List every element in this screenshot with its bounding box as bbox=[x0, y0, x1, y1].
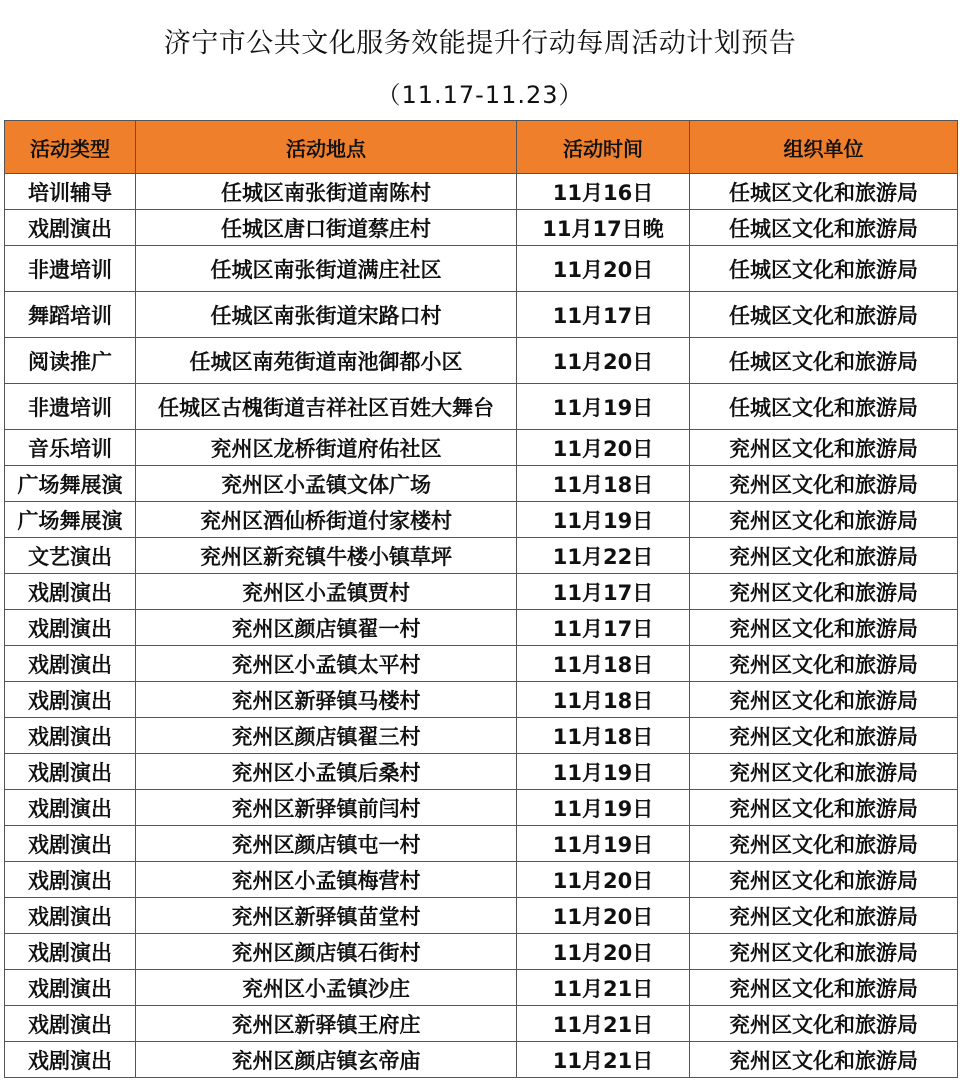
cell-activity-type: 培训辅导 bbox=[5, 174, 136, 210]
cell-organizer: 任城区文化和旅游局 bbox=[690, 174, 958, 210]
cell-activity-location: 兖州区颜店镇屯一村 bbox=[136, 826, 517, 862]
cell-activity-time: 11月18日 bbox=[517, 466, 690, 502]
cell-activity-time: 11月19日 bbox=[517, 502, 690, 538]
header-organizer: 组织单位 bbox=[690, 121, 958, 174]
cell-organizer: 任城区文化和旅游局 bbox=[690, 210, 958, 246]
cell-organizer: 兖州区文化和旅游局 bbox=[690, 718, 958, 754]
cell-activity-type: 戏剧演出 bbox=[5, 826, 136, 862]
cell-activity-type: 文艺演出 bbox=[5, 538, 136, 574]
table-row bbox=[5, 1042, 958, 1078]
table-row bbox=[5, 754, 958, 790]
cell-activity-location: 任城区古槐街道吉祥社区百姓大舞台 bbox=[136, 384, 517, 430]
cell-activity-type: 戏剧演出 bbox=[5, 210, 136, 246]
table-row bbox=[5, 646, 958, 682]
cell-activity-type: 舞蹈培训 bbox=[5, 292, 136, 338]
cell-organizer: 兖州区文化和旅游局 bbox=[690, 466, 958, 502]
cell-activity-time: 11月19日 bbox=[517, 790, 690, 826]
cell-activity-location: 兖州区小孟镇贾村 bbox=[136, 574, 517, 610]
cell-activity-time: 11月18日 bbox=[517, 646, 690, 682]
cell-activity-type: 戏剧演出 bbox=[5, 754, 136, 790]
table-header bbox=[5, 121, 958, 174]
table-row bbox=[5, 682, 958, 718]
cell-organizer: 兖州区文化和旅游局 bbox=[690, 646, 958, 682]
table-row bbox=[5, 430, 958, 466]
cell-organizer: 兖州区文化和旅游局 bbox=[690, 682, 958, 718]
cell-activity-location: 兖州区颜店镇翟三村 bbox=[136, 718, 517, 754]
table-row bbox=[5, 574, 958, 610]
table-row bbox=[5, 466, 958, 502]
cell-organizer: 兖州区文化和旅游局 bbox=[690, 898, 958, 934]
date-range-subtitle: （11.17-11.23） bbox=[376, 81, 584, 109]
cell-activity-time: 11月18日 bbox=[517, 718, 690, 754]
cell-activity-type: 音乐培训 bbox=[5, 430, 136, 466]
cell-activity-type: 戏剧演出 bbox=[5, 970, 136, 1006]
table-row bbox=[5, 934, 958, 970]
cell-activity-time: 11月17日 bbox=[517, 292, 690, 338]
cell-activity-type: 阅读推广 bbox=[5, 338, 136, 384]
cell-activity-location: 兖州区新驿镇王府庄 bbox=[136, 1006, 517, 1042]
cell-activity-location: 兖州区颜店镇翟一村 bbox=[136, 610, 517, 646]
cell-organizer: 任城区文化和旅游局 bbox=[690, 246, 958, 292]
cell-activity-type: 戏剧演出 bbox=[5, 574, 136, 610]
cell-activity-location: 任城区南苑街道南池御都小区 bbox=[136, 338, 517, 384]
cell-activity-type: 非遗培训 bbox=[5, 384, 136, 430]
cell-organizer: 兖州区文化和旅游局 bbox=[690, 610, 958, 646]
cell-organizer: 兖州区文化和旅游局 bbox=[690, 538, 958, 574]
cell-activity-type: 广场舞展演 bbox=[5, 466, 136, 502]
cell-activity-time: 11月20日 bbox=[517, 430, 690, 466]
cell-activity-time: 11月21日 bbox=[517, 1042, 690, 1078]
cell-organizer: 任城区文化和旅游局 bbox=[690, 292, 958, 338]
cell-activity-location: 兖州区小孟镇文体广场 bbox=[136, 466, 517, 502]
cell-activity-location: 兖州区新驿镇马楼村 bbox=[136, 682, 517, 718]
header-row bbox=[5, 121, 958, 174]
table-row bbox=[5, 384, 958, 430]
header-activity-time: 活动时间 bbox=[517, 121, 690, 174]
table-row bbox=[5, 338, 958, 384]
cell-organizer: 任城区文化和旅游局 bbox=[690, 338, 958, 384]
cell-activity-type: 戏剧演出 bbox=[5, 934, 136, 970]
cell-activity-type: 戏剧演出 bbox=[5, 790, 136, 826]
cell-activity-location: 任城区南张街道南陈村 bbox=[136, 174, 517, 210]
cell-activity-time: 11月19日 bbox=[517, 754, 690, 790]
cell-activity-location: 兖州区酒仙桥街道付家楼村 bbox=[136, 502, 517, 538]
table-row bbox=[5, 174, 958, 210]
table-row bbox=[5, 210, 958, 246]
cell-activity-type: 戏剧演出 bbox=[5, 1042, 136, 1078]
cell-activity-time: 11月17日晚 bbox=[517, 210, 690, 246]
table-row bbox=[5, 292, 958, 338]
table-row bbox=[5, 538, 958, 574]
table-row bbox=[5, 718, 958, 754]
cell-activity-time: 11月20日 bbox=[517, 898, 690, 934]
header-activity-location: 活动地点 bbox=[136, 121, 517, 174]
table-row bbox=[5, 502, 958, 538]
cell-organizer: 任城区文化和旅游局 bbox=[690, 384, 958, 430]
table-row bbox=[5, 862, 958, 898]
table-row bbox=[5, 610, 958, 646]
cell-activity-location: 兖州区小孟镇沙庄 bbox=[136, 970, 517, 1006]
cell-activity-time: 11月17日 bbox=[517, 610, 690, 646]
cell-activity-time: 11月17日 bbox=[517, 574, 690, 610]
cell-activity-time: 11月20日 bbox=[517, 862, 690, 898]
cell-activity-type: 非遗培训 bbox=[5, 246, 136, 292]
cell-activity-time: 11月18日 bbox=[517, 682, 690, 718]
cell-organizer: 兖州区文化和旅游局 bbox=[690, 502, 958, 538]
table-row bbox=[5, 826, 958, 862]
cell-organizer: 兖州区文化和旅游局 bbox=[690, 574, 958, 610]
cell-activity-location: 任城区唐口街道蔡庄村 bbox=[136, 210, 517, 246]
table-body bbox=[5, 174, 958, 1078]
page-title: 济宁市公共文化服务效能提升行动每周活动计划预告 bbox=[163, 28, 797, 59]
cell-activity-time: 11月16日 bbox=[517, 174, 690, 210]
cell-organizer: 兖州区文化和旅游局 bbox=[690, 790, 958, 826]
cell-organizer: 兖州区文化和旅游局 bbox=[690, 1006, 958, 1042]
cell-activity-type: 戏剧演出 bbox=[5, 862, 136, 898]
cell-activity-time: 11月21日 bbox=[517, 970, 690, 1006]
cell-activity-location: 兖州区小孟镇太平村 bbox=[136, 646, 517, 682]
cell-organizer: 兖州区文化和旅游局 bbox=[690, 862, 958, 898]
activity-schedule-table bbox=[4, 120, 958, 1078]
table-row bbox=[5, 1006, 958, 1042]
cell-activity-location: 兖州区新驿镇苗堂村 bbox=[136, 898, 517, 934]
header-activity-type: 活动类型 bbox=[5, 121, 136, 174]
cell-activity-type: 广场舞展演 bbox=[5, 502, 136, 538]
cell-activity-location: 兖州区龙桥街道府佑社区 bbox=[136, 430, 517, 466]
cell-activity-time: 11月22日 bbox=[517, 538, 690, 574]
cell-activity-type: 戏剧演出 bbox=[5, 1006, 136, 1042]
cell-activity-location: 兖州区颜店镇玄帝庙 bbox=[136, 1042, 517, 1078]
cell-activity-location: 兖州区新驿镇前闫村 bbox=[136, 790, 517, 826]
cell-activity-time: 11月19日 bbox=[517, 826, 690, 862]
cell-organizer: 兖州区文化和旅游局 bbox=[690, 826, 958, 862]
cell-activity-time: 11月20日 bbox=[517, 246, 690, 292]
cell-activity-time: 11月21日 bbox=[517, 1006, 690, 1042]
cell-activity-type: 戏剧演出 bbox=[5, 898, 136, 934]
cell-activity-time: 11月19日 bbox=[517, 384, 690, 430]
cell-activity-type: 戏剧演出 bbox=[5, 682, 136, 718]
cell-activity-location: 兖州区小孟镇后桑村 bbox=[136, 754, 517, 790]
cell-activity-location: 任城区南张街道宋路口村 bbox=[136, 292, 517, 338]
cell-activity-location: 兖州区小孟镇梅营村 bbox=[136, 862, 517, 898]
table-row bbox=[5, 970, 958, 1006]
cell-organizer: 兖州区文化和旅游局 bbox=[690, 1042, 958, 1078]
cell-activity-type: 戏剧演出 bbox=[5, 718, 136, 754]
cell-activity-type: 戏剧演出 bbox=[5, 646, 136, 682]
cell-activity-time: 11月20日 bbox=[517, 338, 690, 384]
cell-activity-location: 任城区南张街道满庄社区 bbox=[136, 246, 517, 292]
cell-organizer: 兖州区文化和旅游局 bbox=[690, 754, 958, 790]
table-row bbox=[5, 790, 958, 826]
cell-activity-time: 11月20日 bbox=[517, 934, 690, 970]
cell-organizer: 兖州区文化和旅游局 bbox=[690, 970, 958, 1006]
table-row bbox=[5, 898, 958, 934]
table-row bbox=[5, 246, 958, 292]
cell-organizer: 兖州区文化和旅游局 bbox=[690, 934, 958, 970]
cell-activity-location: 兖州区颜店镇石街村 bbox=[136, 934, 517, 970]
cell-organizer: 兖州区文化和旅游局 bbox=[690, 430, 958, 466]
cell-activity-type: 戏剧演出 bbox=[5, 610, 136, 646]
cell-activity-location: 兖州区新兖镇牛楼小镇草坪 bbox=[136, 538, 517, 574]
